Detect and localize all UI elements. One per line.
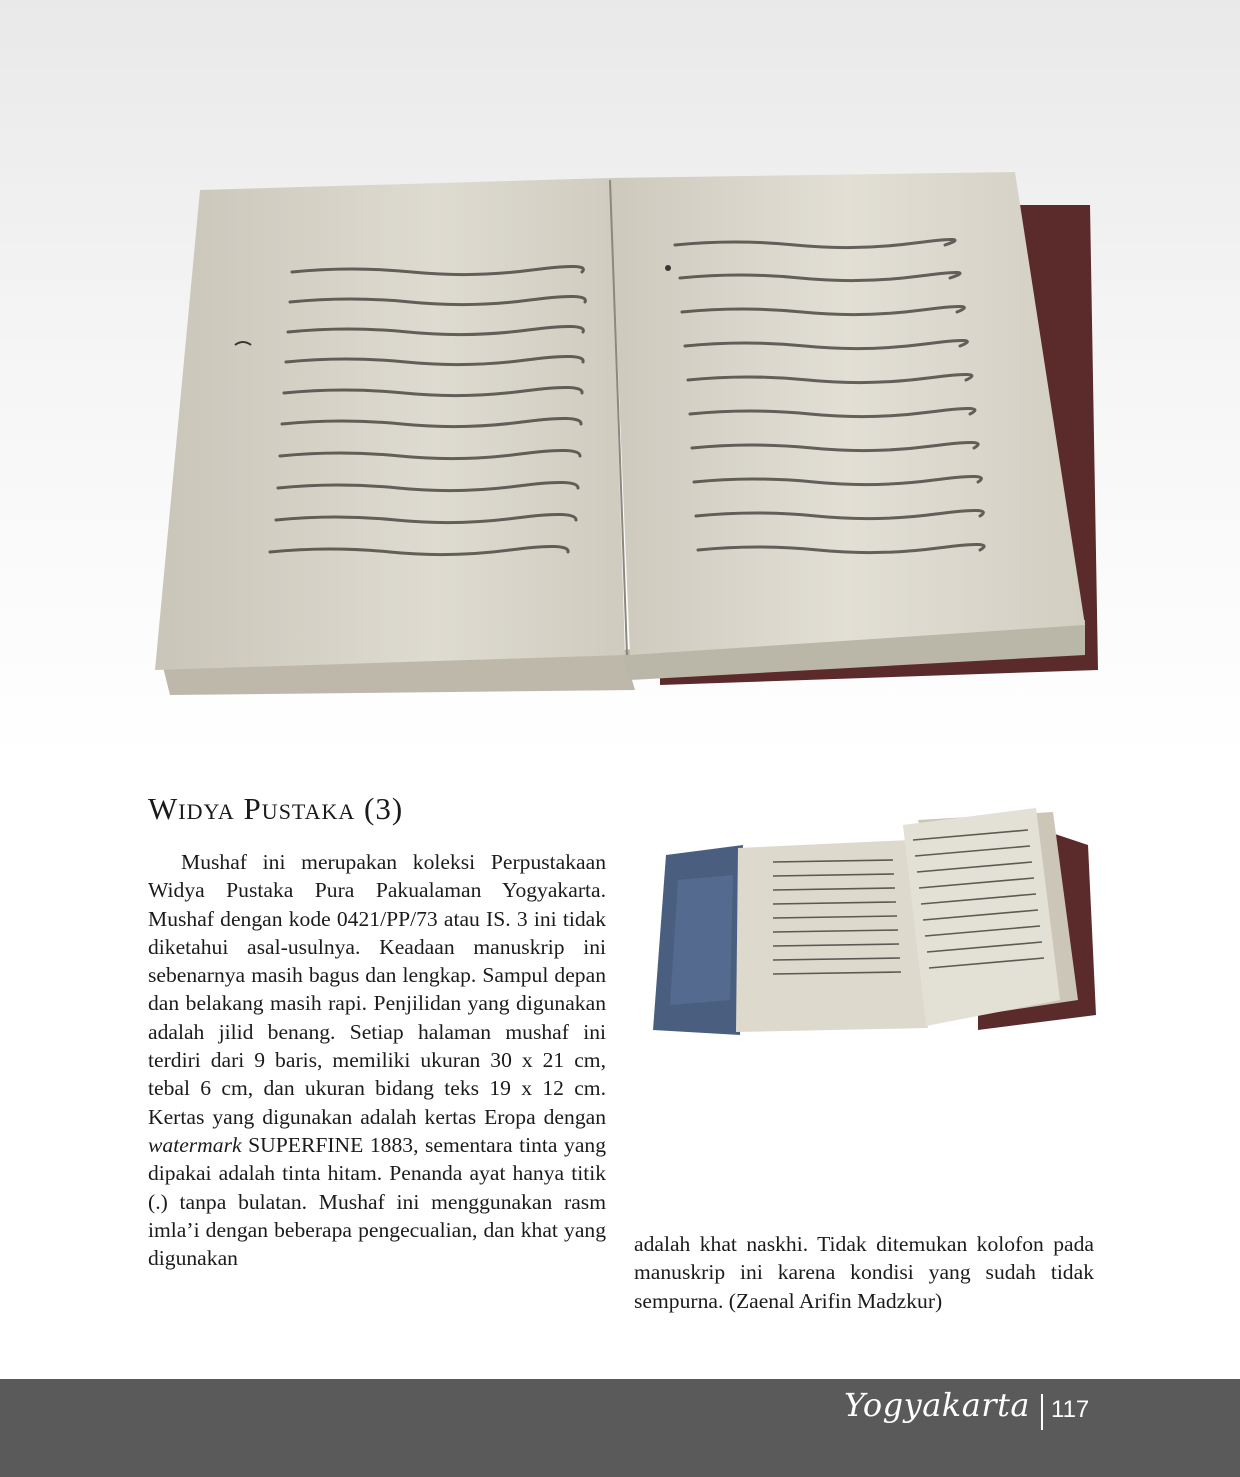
footer-bar	[0, 1379, 1240, 1477]
body-left-part-1: Mushaf ini merupakan koleksi Perpustakaan Widya Pustaka Pura Pakualaman Yogyakarta. Mushaf dengan kode 0421/PP/73 atau IS. 3 ini tidak diketahui asal-usulnya. Keadaan manuskrip ini sebenarnya masih bagus dan lengkap. Sampul depan dan belakang masih rapi. Penjilidan yang digunakan adalah jilid benang. Setiap halaman mushaf ini terdiri dari 9 baris, memiliki ukuran 30 x 21 cm, tebal 6 cm, dan ukuran bidang teks 19 x 12 cm. Kertas yang digunakan adalah kertas Eropa dengan	[148, 850, 606, 1129]
body-left-italic: watermark	[148, 1132, 242, 1157]
footer-separator	[1041, 1394, 1043, 1430]
article-title: Widya Pustaka (3)	[148, 791, 404, 826]
footer-place-name: Yogyakarta	[844, 1386, 1030, 1424]
article-body-left	[148, 848, 606, 1272]
page-number: 117	[1051, 1396, 1090, 1423]
body-left-part-2: SUPERFINE 1883, sementara tinta yang dipakai adalah tinta hitam. Penanda ayat hanya titik (.) tanpa bulatan. Mushaf ini menggunakan rasm imla’i dengan beberapa pengecualian, dan khat yang digunakan	[148, 1132, 607, 1271]
manuscript-photo-secondary	[648, 800, 1118, 1040]
manuscript-photo-main	[140, 150, 1100, 710]
article-body-right: adalah khat naskhi. Tidak ditemukan kolofon pada manuskrip ini karena kondisi yang sudah tidak sempurna. (Zaenal Arifin Madzkur)	[634, 1232, 1094, 1313]
